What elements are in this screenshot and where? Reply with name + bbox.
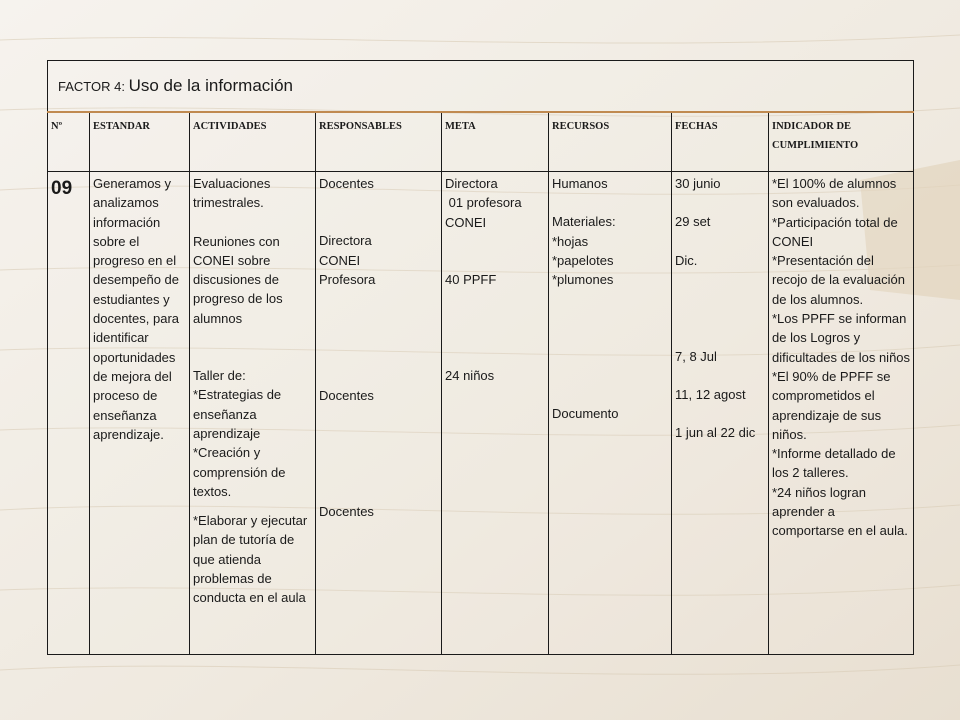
goal-cell — [442, 172, 549, 655]
indicator-item: *Participación total de CONEI — [772, 214, 898, 249]
date-item: Dic. — [675, 252, 698, 268]
responsibles-cell — [316, 172, 442, 655]
resource-item: Humanos — [552, 176, 608, 191]
title-row — [48, 61, 914, 113]
header-indicator: INDICADOR DE CUMPLIMIENTO — [769, 112, 914, 172]
activities-cell — [190, 172, 316, 655]
goal-item: 40 PPFF — [445, 271, 497, 287]
date-item: 11, 12 agost — [675, 387, 746, 403]
indicator-item: *El 90% de PPFF se comprometidos el aprendizaje de sus niños. — [772, 368, 891, 442]
goal-item: 01 profesora — [445, 195, 522, 211]
dates-cell — [672, 172, 769, 655]
header-row — [48, 112, 914, 172]
header-goal: META — [442, 112, 549, 172]
responsible-item: CONEI — [319, 252, 361, 268]
indicator-item: *Los PPFF se informan de los Logros y dificultades de los niños — [772, 311, 911, 365]
goal-item: Directora — [445, 176, 498, 191]
header-number: Nº — [48, 112, 90, 172]
table-row — [48, 172, 914, 655]
responsible-item: Directora — [319, 233, 372, 249]
indicator-item: *24 niños logran aprender a comportarse en el aula. — [772, 484, 908, 539]
activity-item: *Creación y comprensión de textos. — [193, 445, 286, 499]
standard-cell: Generamos y analizamos información sobre el progreso en el desempeño de estudiantes y docentes, para identificar oportunidades de mejora del proceso de enseñanza aprendizaje. — [90, 172, 190, 655]
activity-item: Taller de: — [193, 368, 246, 384]
resource-item: *papelotes — [552, 252, 614, 268]
date-item: 29 set — [675, 214, 711, 230]
header-dates: FECHAS — [672, 112, 769, 172]
header-resources: RECURSOS — [549, 112, 672, 172]
responsible-item: Docentes — [319, 504, 374, 520]
row-number: 09 — [48, 172, 90, 655]
resource-item: *plumones — [552, 272, 614, 288]
factor-title — [48, 61, 914, 113]
plan-table — [47, 60, 914, 655]
responsible-item: Profesora — [319, 271, 376, 287]
indicator-cell — [769, 172, 914, 655]
responsible-item: Docentes — [319, 176, 374, 191]
responsible-item: Docentes — [319, 388, 374, 404]
header-activities: ACTIVIDADES — [190, 112, 316, 172]
resource-item: *hojas — [552, 233, 589, 249]
header-responsibles: RESPONSABLES — [316, 112, 442, 172]
indicator-item: *Presentación del recojo de la evaluación de los alumnos. — [772, 253, 905, 307]
indicator-item: *El 100% de alumnos son evaluados. — [772, 176, 897, 211]
activity-item: Evaluaciones trimestrales. — [193, 176, 271, 211]
resources-cell — [549, 172, 672, 655]
activity-item: Reuniones con CONEI sobre discusiones de progreso de los alumnos — [193, 233, 283, 326]
date-item: 1 jun al 22 dic — [675, 425, 756, 441]
factor-name: Uso de la información — [128, 76, 293, 95]
resource-item: Materiales: — [552, 214, 616, 230]
date-item: 7, 8 Jul — [675, 348, 717, 364]
resource-item: Documento — [552, 406, 619, 422]
date-item: 30 junio — [675, 176, 721, 191]
factor-label: FACTOR 4: — [58, 79, 129, 94]
header-standard: ESTANDAR — [90, 112, 190, 172]
activity-item: *Estrategias de enseñanza aprendizaje — [193, 387, 282, 441]
indicator-item: *Informe detallado de los 2 talleres. — [772, 446, 896, 481]
activity-item: *Elaborar y ejecutar plan de tutoría de que atienda problemas de conducta en el aula — [193, 513, 308, 606]
goal-item: CONEI — [445, 214, 487, 230]
goal-item: 24 niños — [445, 368, 495, 384]
